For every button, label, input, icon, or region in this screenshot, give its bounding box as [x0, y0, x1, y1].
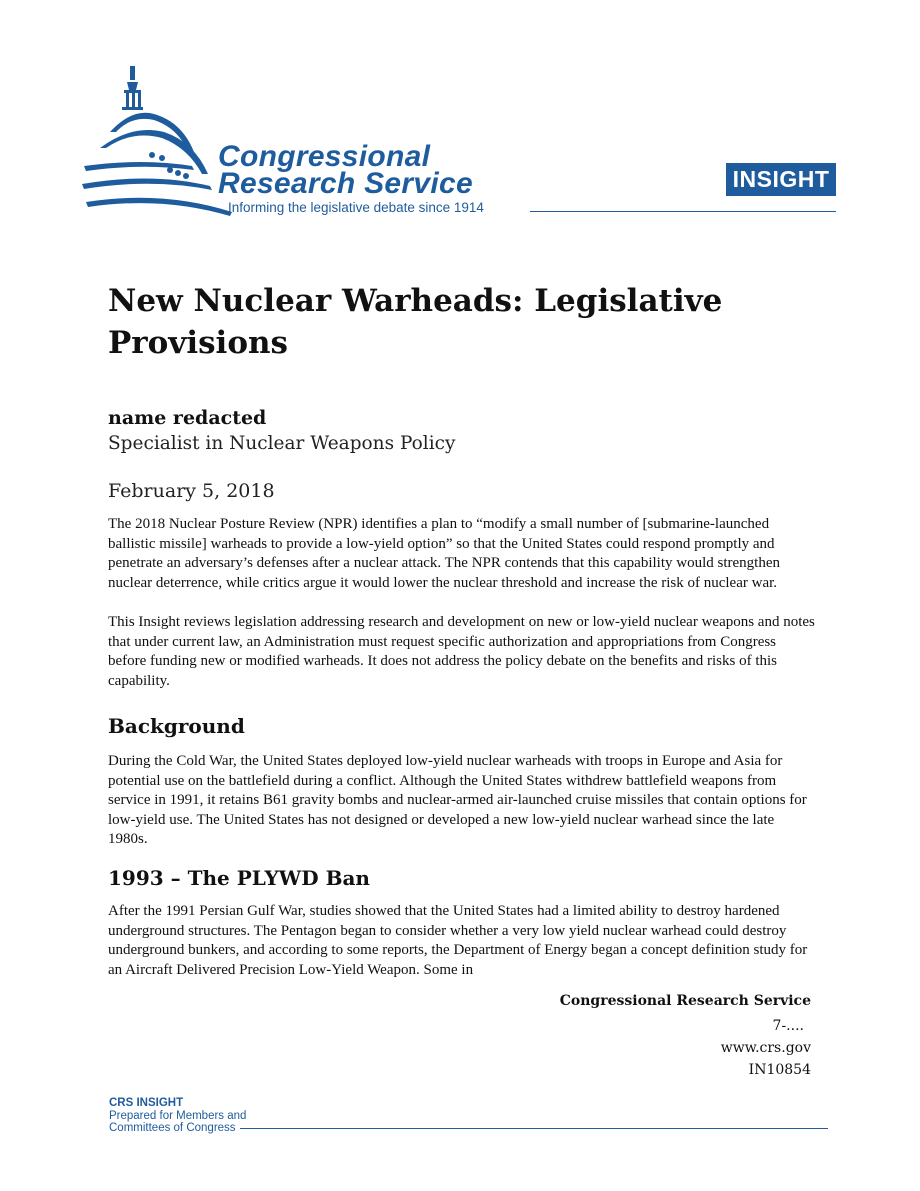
section-text-plywd: After the 1991 Persian Gulf War, studies showed that the United States had a limited ability to destroy hardened underground structures. The Pentagon began to consider whether a very low yield nuclear warhead could destroy underground bunkers, and according to some reports, the Department of Energy began a concept definition study for an Aircraft Delivered Precision Low-Yield Weapon. Some in [108, 903, 808, 978]
crs-url[interactable]: www.crs.gov [720, 1040, 811, 1056]
crs-header [0, 0, 920, 240]
section-heading-plywd: 1993 – The PLYWD Ban [108, 866, 370, 890]
document-title: New Nuclear Warheads: Legislative Provisions [108, 283, 723, 361]
logo-tagline: Informing the legislative debate since 1914 [228, 200, 484, 215]
footer-title: CRS INSIGHT [109, 1097, 184, 1109]
footer-line1: Prepared for Members and [109, 1109, 247, 1122]
scope-paragraph: This Insight reviews legislation addressing research and development on new or low-yield nuclear weapons and notes that under current law, an Administration must request specific authorization and appropriations from Congress before funding new or modified warheads. It does not address the policy debate on the benefits and risks of this capability. [108, 614, 815, 689]
crs-name: Congressional Research Service [559, 993, 811, 1009]
crs-report-id: IN10854 [748, 1062, 811, 1078]
header-divider [530, 211, 836, 212]
footer-line2: Committees of Congress [109, 1122, 236, 1134]
capitol-dome-icon [82, 62, 232, 222]
author-role: Specialist in Nuclear Weapons Policy [108, 433, 456, 454]
intro-paragraph: The 2018 Nuclear Posture Review (NPR) identifies a plan to “modify a small number of [submarine-launched ballistic missile] warheads to provide a low-yield option” so that the United States could respond promptly and penetrate an adversary’s defenses after a nuclear attack. The NPR contends that this capability would strengthen nuclear deterrence, while critics argue it would lower the nuclear threshold and increase the risk of nuclear war. [108, 516, 780, 591]
footer-divider [240, 1128, 828, 1129]
section-text-background: During the Cold War, the United States deployed low-yield nuclear warheads with troops in Europe and Asia for potential use on the battlefield during a conflict. Although the United States withdrew battlefield weapons from service in 1991, it retains B61 gravity bombs and nuclear-armed air-launched cruise missiles that contain options for low-yield use. The United States has not designed or developed a new low-yield nuclear warhead since the late 1980s. [108, 753, 807, 847]
page-footer [109, 1097, 246, 1135]
author-name: name redacted [108, 407, 267, 429]
section-heading-background: Background [108, 714, 245, 738]
insight-badge: INSIGHT [726, 163, 836, 196]
crs-report-number: 7-.... [772, 1018, 804, 1034]
publication-date: February 5, 2018 [108, 480, 275, 502]
logo-title-line1: Congressional [218, 140, 431, 173]
logo-title-line2: Research Service [218, 167, 473, 200]
